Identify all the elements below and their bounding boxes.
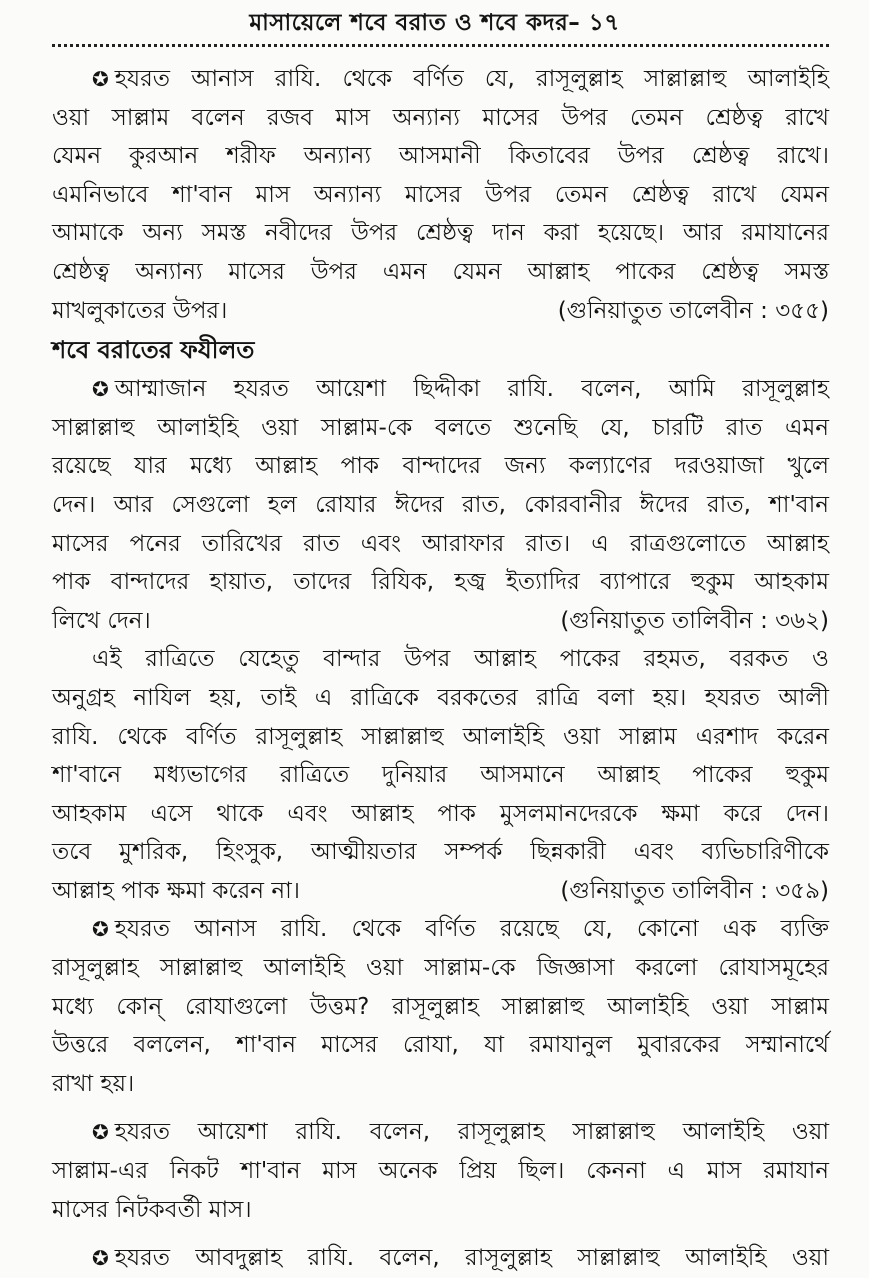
- text-line: মাখলুকাতের উপর।: [52, 297, 228, 324]
- star-bullet-icon: ✪: [92, 377, 109, 402]
- text-line: এমনিভাবে শা'বান মাস অন্যান্য মাসের উপর তেমন শ্রেষ্ঠত্ব রাখে যেমন: [52, 181, 829, 208]
- text-line: ✪ হযরত আনাস রাযি. থেকে বর্ণিত যে, রাসূলুল্লাহ সাল্লাল্লাহু আলাইহি: [92, 66, 829, 92]
- citation: (গুনিয়াতুত তালিবীন : ৩৫৯): [560, 877, 829, 904]
- text-line: আল্লাহ পাক ক্ষমা করেন না।: [52, 877, 300, 904]
- text-line: শা'বানে মধ্যভাগের রাত্রিতে দুনিয়ার আসমানে আল্লাহ পাকের হুকুম: [52, 762, 829, 789]
- text-line: ✪ হযরত আয়েশা রাযি. বলেন, রাসূলুল্লাহ সাল্লাল্লাহু আলাইহি ওয়া: [92, 1119, 829, 1146]
- paragraph-4: [52, 910, 829, 1103]
- paragraph-5: [52, 1113, 829, 1229]
- text-line: মাসের পনের তারিখের রাত এবং আরাফার রাত। এ রাত্রগুলোতে আল্লাহ: [52, 530, 829, 557]
- text-line: আমাকে অন্য সমস্ত নবীদের উপর শ্রেষ্ঠত্ব দান করা হয়েছে। আর রমাযানের: [52, 220, 829, 247]
- paragraph-6: [52, 1239, 829, 1278]
- text-line-with-reference: [52, 872, 829, 911]
- header-divider: [52, 44, 829, 47]
- paragraph-1: [52, 60, 829, 330]
- section-heading: শবে বরাতের ফযীলত: [52, 336, 255, 365]
- paragraph-gap: [52, 1229, 829, 1239]
- paragraph-gap: [52, 1103, 829, 1113]
- text-line: দেন। আর সেগুলো হল রোযার ঈদের রাত, কোরবানীর ঈদের রাত, শা'বান: [52, 491, 829, 518]
- paragraph-2: [52, 370, 829, 640]
- star-bullet-icon: ✪: [92, 67, 109, 91]
- text-line-with-reference: [52, 292, 829, 331]
- text-line: এই রাত্রিতে যেহেতু বান্দার উপর আল্লাহ পাকের রহমত, বরকত ও: [92, 646, 829, 673]
- star-bullet-icon: ✪: [92, 917, 109, 942]
- text-line: পাক বান্দাদের হায়াত, তাদের রিযিক, হজ্ব ইত্যাদির ব্যাপারে হুকুম আহকাম: [52, 569, 829, 596]
- text-line: উত্তরে বললেন, শা'বান মাসের রোযা, যা রমাযানুল মুবারকের সম্মানার্থে: [52, 1032, 829, 1059]
- text-line: রাখা হয়।: [52, 1070, 135, 1097]
- text-line: ✪ হযরত আনাস রাযি. থেকে বর্ণিত রয়েছে যে, কোনো এক ব্যক্তি: [92, 916, 829, 943]
- text-line-with-reference: [52, 602, 829, 641]
- text-line: ✪ হযরত আবদুল্লাহ রাযি. বলেন, রাসূলুল্লাহ সাল্লাল্লাহু আলাইহি ওয়া: [92, 1245, 829, 1272]
- text-line: শ্রেষ্ঠত্ব অন্যান্য মাসের উপর এমন যেমন আল্লাহ পাকের শ্রেষ্ঠত্ব সমস্ত: [52, 258, 829, 285]
- text-line: মধ্যে কোন্ রোযাগুলো উত্তম? রাসূলুল্লাহ সাল্লাল্লাহু আলাইহি ওয়া সাল্লাম: [52, 993, 829, 1020]
- text-line: সাল্লাল্লাহু আলাইহি ওয়া সাল্লাম-কে বলতে শুনেছি যে, চারটি রাত এমন: [52, 414, 829, 441]
- text-line: আহকাম এসে থাকে এবং আল্লাহ পাক মুসলমানদেরকে ক্ষমা করে দেন।: [52, 800, 829, 827]
- text-line: রাসূলুল্লাহ সাল্লাল্লাহু আলাইহি ওয়া সাল্লাম-কে জিজ্ঞাসা করলো রোযাসমূহের: [52, 955, 829, 982]
- star-bullet-icon: ✪: [92, 1246, 109, 1271]
- text-line: তবে মুশরিক, হিংসুক, আত্মীয়তার সম্পর্ক ছিন্নকারী এবং ব্যভিচারিণীকে: [52, 839, 829, 866]
- citation: (গুনিয়াতুত তালিবীন : ৩৬২): [560, 607, 829, 634]
- page-header: মাসায়েলে শবে বরাত ও শবে কদর– ১৭: [249, 10, 620, 36]
- text-line: ✪ আম্মাজান হযরত আয়েশা ছিদ্দীকা রাযি. বলেন, আমি রাসূলুল্লাহ: [92, 376, 829, 403]
- text-line: যেমন কুরআন শরীফ অন্যান্য আসমানী কিতাবের উপর শ্রেষ্ঠত্ব রাখে।: [52, 143, 829, 170]
- text-line: রাযি. থেকে বর্ণিত রাসূলুল্লাহ সাল্লাল্লাহু আলাইহি ওয়া সাল্লাম এরশাদ করেন: [52, 723, 829, 750]
- text-line: সাল্লাম-এর নিকট শা'বান মাস অনেক প্রিয় ছিল। কেননা এ মাস রমাযান: [52, 1158, 829, 1185]
- page-content: [52, 60, 829, 1278]
- paragraph-3: [52, 640, 829, 910]
- text-line: লিখে দেন।: [52, 607, 151, 634]
- text-line: অনুগ্রহ নাযিল হয়, তাই এ রাত্রিকে বরকতের রাত্রি বলা হয়। হযরত আলী: [52, 684, 829, 711]
- text-line: রয়েছে যার মধ্যে আল্লাহ পাক বান্দাদের জন্য কল্যাণের দরওয়াজা খুলে: [52, 453, 829, 480]
- citation: (গুনিয়াতুত তালেবীন : ৩৫৫): [557, 297, 829, 324]
- text-line: মাসের নিটকবর্তী মাস।: [52, 1196, 252, 1223]
- text-line: ওয়া সাল্লাম বলেন রজব মাস অন্যান্য মাসের উপর তেমন শ্রেষ্ঠত্ব রাখে: [52, 104, 829, 131]
- star-bullet-icon: ✪: [92, 1120, 109, 1145]
